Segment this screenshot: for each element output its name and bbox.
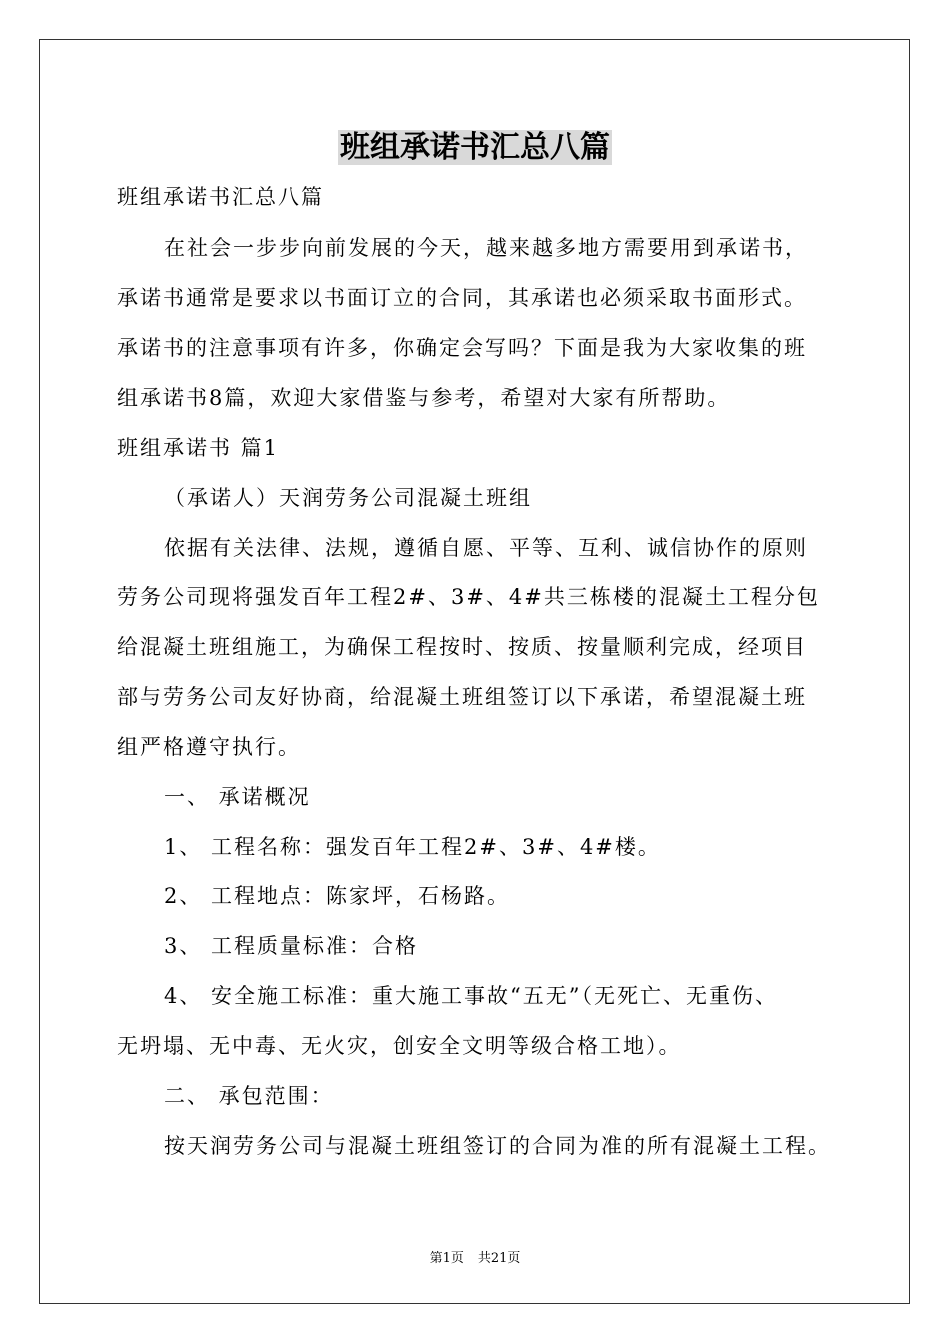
document-title bbox=[0, 126, 950, 170]
list-heading: 一、 承诺概况 bbox=[164, 785, 311, 809]
paragraph-line: 组严格遵守执行。 bbox=[117, 735, 301, 759]
paragraph-line: 劳务公司现将强发百年工程2#、3#、4#共三栋楼的混凝土工程分包 bbox=[117, 585, 820, 609]
paragraph-line: 依据有关法律、法规，遵循自愿、平等、互利、诚信协作的原则 bbox=[164, 536, 808, 560]
paragraph-line: 组承诺书8篇，欢迎大家借鉴与参考，希望对大家有所帮助。 bbox=[117, 386, 731, 410]
page-footer bbox=[0, 1247, 950, 1266]
list-item: 3、 工程质量标准：合格 bbox=[164, 934, 419, 958]
paragraph-line: 部与劳务公司友好协商，给混凝土班组签订以下承诺，希望混凝土班 bbox=[117, 685, 807, 709]
paragraph-line: （承诺人）天润劳务公司混凝土班组 bbox=[164, 486, 532, 510]
page-total: 共21页 bbox=[477, 1251, 521, 1266]
list-item: 1、 工程名称：强发百年工程2#、3#、4#楼。 bbox=[164, 835, 661, 859]
document-title-text: 班组承诺书汇总八篇 bbox=[340, 130, 610, 165]
paragraph-line: 给混凝土班组施工，为确保工程按时、按质、按量顺利完成，经项目 bbox=[117, 635, 807, 659]
section-heading: 班组承诺书 篇1 bbox=[117, 436, 280, 460]
paragraph-line: 在社会一步步向前发展的今天，越来越多地方需要用到承诺书， bbox=[164, 236, 808, 260]
list-item: 2、 工程地点：陈家坪，石杨路。 bbox=[164, 884, 511, 908]
page-border bbox=[39, 39, 910, 1304]
page-number: 第1页 bbox=[429, 1251, 464, 1266]
list-heading: 二、 承包范围： bbox=[164, 1084, 334, 1108]
paragraph-line: 承诺书的注意事项有许多，你确定会写吗？下面是我为大家收集的班 bbox=[117, 336, 807, 360]
paragraph-line: 承诺书通常是要求以书面订立的合同，其承诺也必须采取书面形式。 bbox=[117, 286, 807, 310]
paragraph-line: 无坍塌、无中毒、无火灾，创安全文明等级合格工地）。 bbox=[117, 1034, 682, 1058]
paragraph-line: 按天润劳务公司与混凝土班组签订的合同为准的所有混凝土工程。 bbox=[164, 1134, 831, 1158]
list-item: 4、 安全施工标准：重大施工事故“五无”（无死亡、无重伤、 bbox=[164, 984, 779, 1008]
subtitle-line: 班组承诺书汇总八篇 bbox=[117, 185, 324, 209]
